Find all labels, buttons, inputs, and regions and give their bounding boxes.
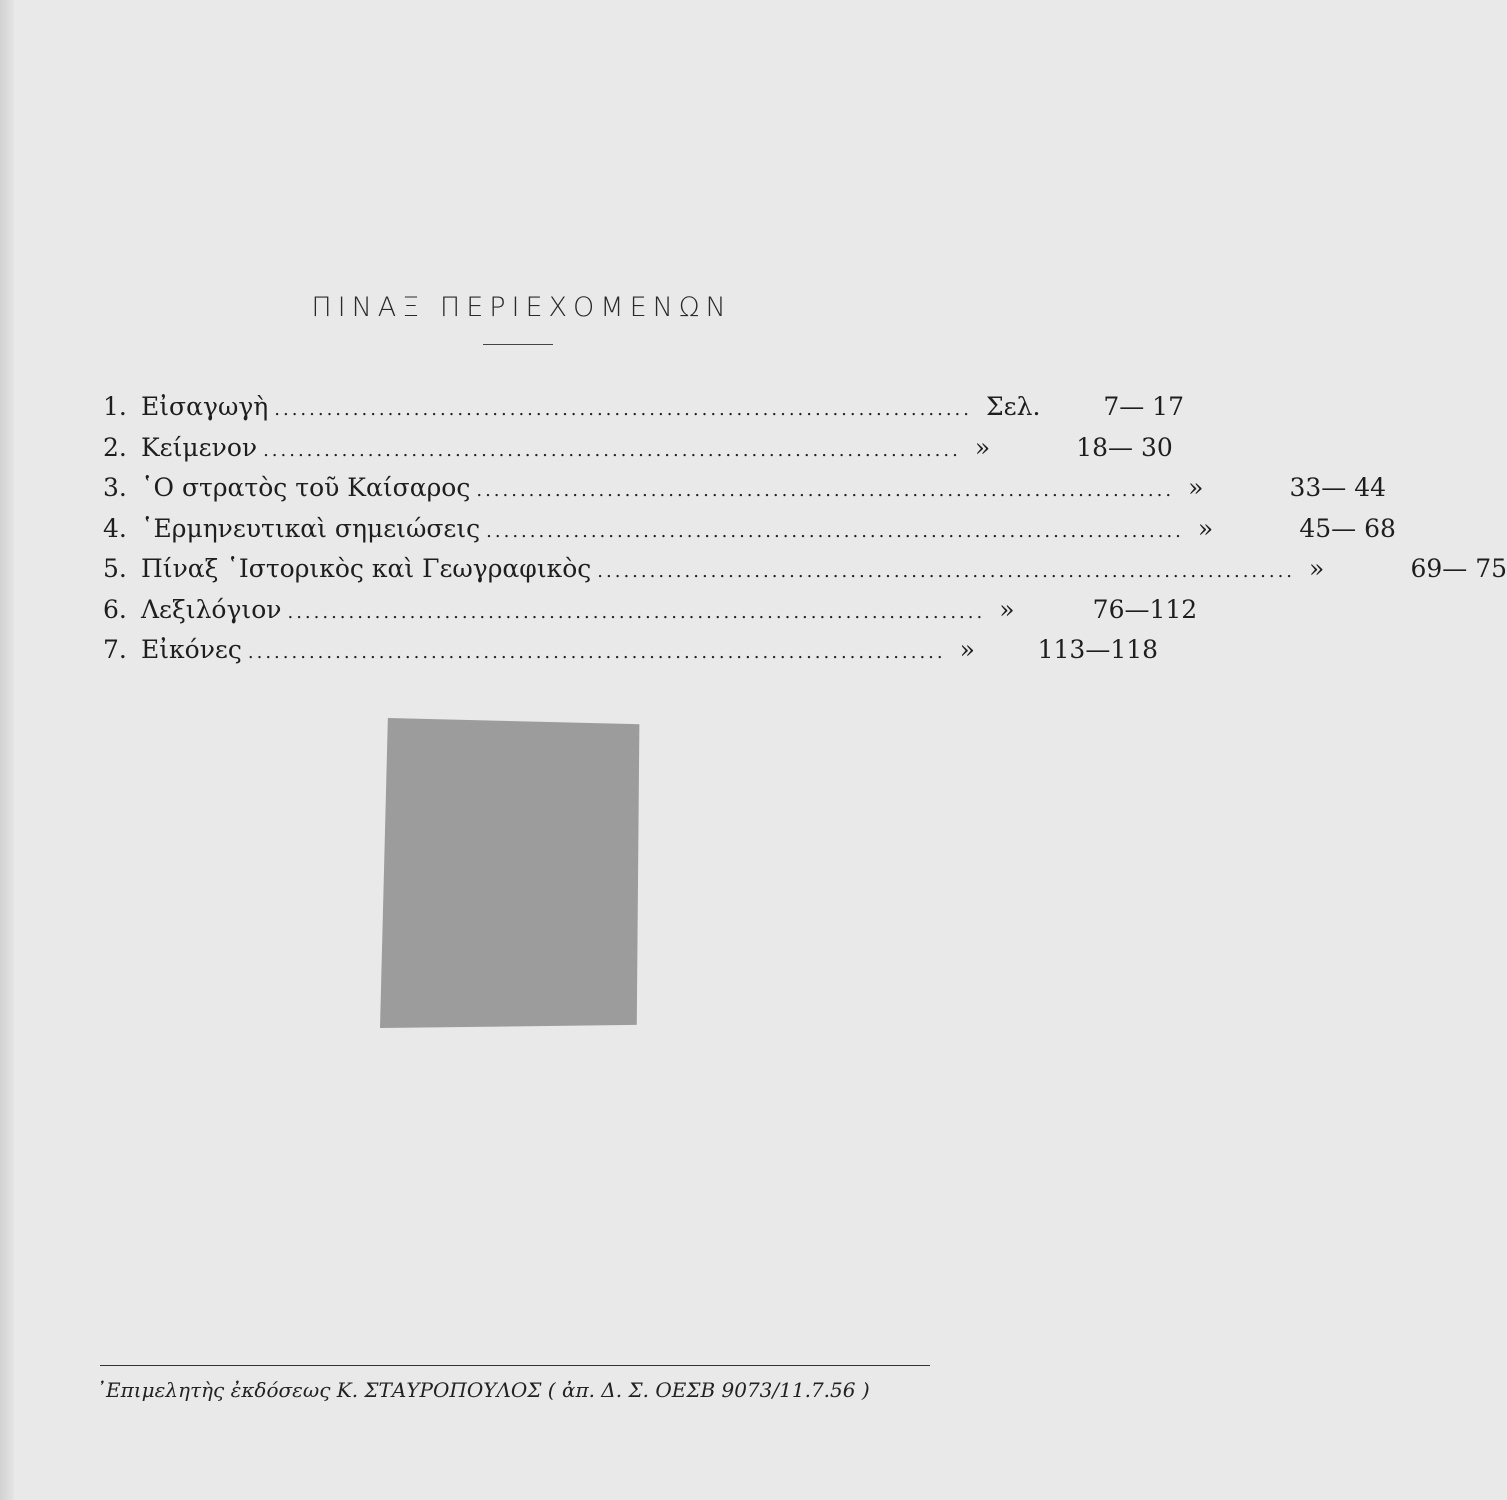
- toc-entry: [103, 392, 1184, 433]
- toc-leader-dots: ................................................................................: [597, 561, 1296, 582]
- table-of-contents: [103, 392, 1507, 676]
- toc-entry-page-abbr: »: [1197, 513, 1214, 543]
- toc-entry-number: 7.: [103, 635, 127, 664]
- toc-entry-title: Εἰκόνες: [141, 635, 242, 664]
- toc-entry-page-abbr: »: [959, 635, 975, 664]
- toc-entry: [103, 554, 1507, 595]
- toc-entry-page-abbr: »: [1309, 554, 1325, 583]
- toc-entry-page-abbr: »: [999, 594, 1015, 624]
- toc-entry-number: 1.: [103, 392, 127, 421]
- toc-entry-pages: 7— 17: [1103, 392, 1184, 421]
- page-edge: [0, 0, 14, 1500]
- toc-entry-page-abbr: Σελ.: [985, 392, 1041, 421]
- toc-entry-number: 2.: [103, 432, 127, 462]
- page-title: ΠΙΝΑΞ ΠΕΡΙΕΧΟΜΕΝΩΝ: [311, 292, 732, 323]
- title-divider: [483, 344, 553, 345]
- toc-leader-dots: ................................................................................: [247, 642, 946, 663]
- toc-entry-page-abbr: »: [1188, 473, 1204, 502]
- toc-entry-pages: 18— 30: [1076, 432, 1173, 462]
- toc-entry-title: Λεξιλόγιον: [141, 594, 282, 624]
- toc-entry: [103, 432, 1173, 474]
- footer-divider: [100, 1365, 930, 1366]
- toc-leader-dots: ................................................................................: [263, 439, 961, 461]
- toc-entry-title: ῾Ο στρατὸς τοῦ Καίσαρος: [141, 473, 471, 502]
- toc-entry-title: Κείμενον: [141, 432, 258, 462]
- toc-entry-pages: 69— 75: [1410, 554, 1507, 583]
- toc-entry-number: 3.: [103, 473, 127, 502]
- toc-entry: [103, 513, 1396, 555]
- toc-entry-page-abbr: »: [974, 432, 991, 462]
- publisher-note: ᾿Επιμελητὴς ἐκδόσεως Κ. ΣΤΑΥΡΟΠΟΥΛΟΣ ( ἀπ. Δ. Σ. ΟΕΣΒ 9073/11.7.56 ): [96, 1378, 870, 1402]
- image-placeholder: [380, 718, 642, 1028]
- toc-entry: [103, 594, 1198, 636]
- toc-entry-number: 6.: [103, 594, 127, 624]
- toc-leader-dots: ................................................................................: [476, 480, 1175, 501]
- toc-entry-pages: 113—118: [1037, 635, 1159, 664]
- toc-entry-title: Εἰσαγωγὴ: [141, 392, 269, 421]
- toc-entry-pages: 76—112: [1092, 594, 1198, 624]
- toc-entry-number: 5.: [103, 554, 127, 583]
- toc-entry-title: ῾Ερμηνευτικαὶ σημειώσεις: [141, 513, 481, 543]
- toc-leader-dots: ................................................................................: [274, 399, 972, 420]
- toc-entry: [103, 473, 1387, 514]
- toc-entry-pages: 45— 68: [1299, 513, 1396, 543]
- toc-entry-title: Πίναξ ῾Ιστορικὸς καὶ Γεωγραφικὸς: [141, 554, 592, 583]
- toc-entry: [103, 635, 1159, 676]
- toc-entry-pages: 33— 44: [1289, 473, 1387, 502]
- toc-leader-dots: ................................................................................: [287, 601, 986, 623]
- toc-leader-dots: ................................................................................: [486, 520, 1184, 542]
- toc-entry-number: 4.: [103, 513, 127, 543]
